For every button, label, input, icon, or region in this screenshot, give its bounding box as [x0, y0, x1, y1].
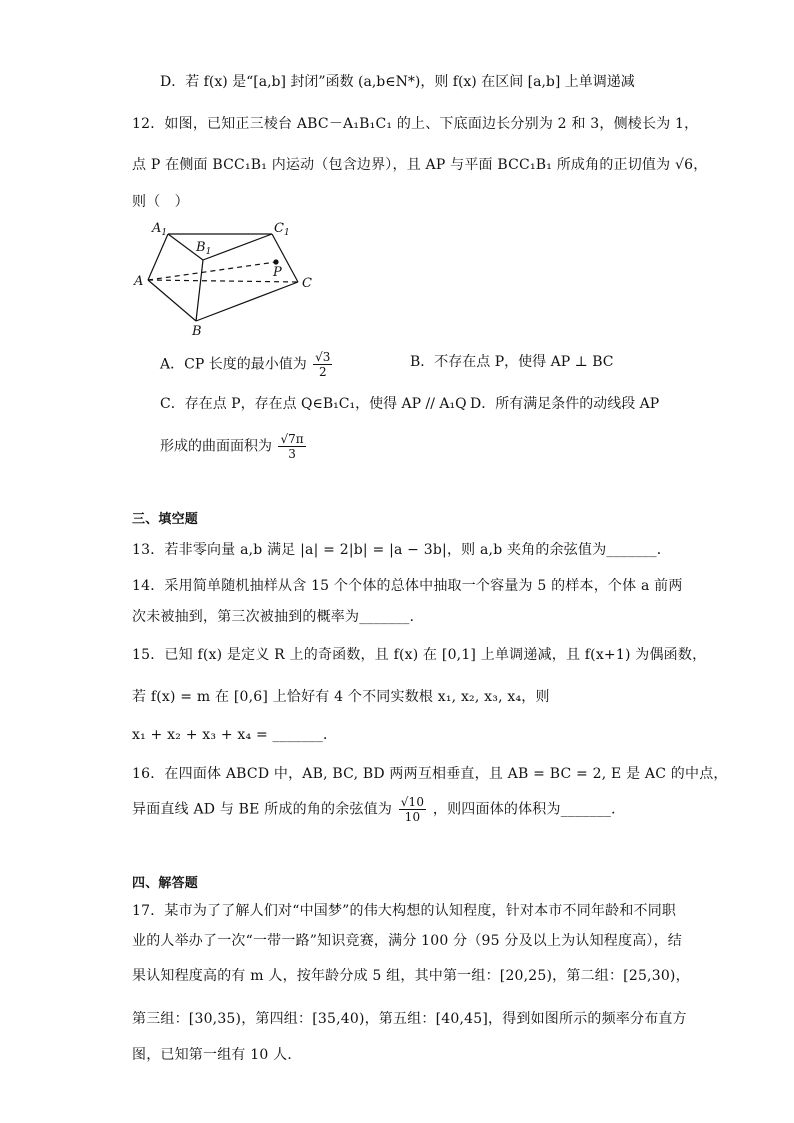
- label-a1: $A_1$: [152, 221, 168, 238]
- q12-option-a-fraction: [313, 350, 332, 379]
- q11-option-d: D．若 f(x) 是“[a,b] 封闭”函数 (a,b∈N*)，则 f(x) 在区间 [a,b] 上单调递减: [160, 74, 635, 90]
- q15-stem-line1: 15．已知 f(x) 是定义 R 上的奇函数，且 f(x) 在 [0,1] 上单调递减，且 f(x+1) 为偶函数，: [132, 647, 707, 663]
- edge-ac-hidden: [148, 280, 298, 282]
- label-c: C: [302, 276, 312, 291]
- q12-option-b: B．不存在点 P，使得 AP ⊥ BC: [410, 354, 614, 370]
- q12-option-d-text: 形成的曲面面积为: [160, 438, 272, 455]
- q16-stem-line2: [132, 795, 625, 824]
- section-heading-fill-in: 三、填空题: [132, 512, 199, 527]
- section-heading-solve: 四、解答题: [132, 876, 199, 891]
- fraction-numerator: √10: [400, 795, 425, 809]
- label-a: A: [134, 274, 144, 289]
- frustum-figure: [130, 218, 330, 338]
- fraction-denominator: 10: [404, 810, 421, 824]
- fraction-numerator: √7π: [280, 432, 304, 446]
- q15-stem-line2: 若 f(x) = m 在 [0,6] 上恰好有 4 个不同实数根 x₁, x₂, x₃, x₄，则: [132, 689, 550, 705]
- segment-ap: [148, 262, 276, 280]
- label-b: B: [192, 324, 202, 338]
- q16-fraction: [399, 795, 427, 824]
- q16-line2-suffix: ，则四面体的体积为_______．: [432, 801, 626, 818]
- q15-stem-line3: x₁ + x₂ + x₃ + x₄ = _______．: [132, 727, 338, 743]
- q12-stem-line3: 则（ ）: [132, 194, 189, 210]
- q17-stem-line2: 业的人举办了一次“一带一路”知识竞赛，满分 100 分（95 分及以上为认知程度高），结: [132, 933, 682, 949]
- q12-stem-line1: 12．如图，已知正三棱台 ABC－A₁B₁C₁ 的上、下底面边长分别为 2 和 3，侧棱长为 1，: [132, 116, 699, 132]
- q14-stem-line1: 14．采用简单随机抽样从含 15 个个体的总体中抽取一个容量为 5 的样本，个体 a 前两: [132, 578, 683, 594]
- edge-ab: [148, 280, 196, 321]
- label-b1: $B_1$: [196, 240, 212, 257]
- fraction-denominator: 3: [288, 447, 296, 461]
- edge-bc: [196, 282, 298, 321]
- label-c1: $C_1$: [274, 221, 290, 238]
- label-p: P: [273, 265, 282, 280]
- q12-option-d-cont: [160, 432, 308, 461]
- edge-b1c1: [203, 234, 272, 260]
- q16-stem-line1: 16．在四面体 ABCD 中，AB, BC, BD 两两互相垂直，且 AB = BC = 2, E 是 AC 的中点，: [132, 766, 728, 782]
- q17-stem-line4: 第三组：[30,35)，第四组：[35,40)，第五组：[40,45]，得到如图所示的频率分布直方: [132, 1011, 687, 1027]
- q17-stem-line3: 果认知程度高的有 m 人，按年龄分成 5 组，其中第一组：[20,25)，第二组：[25,30)，: [132, 968, 690, 984]
- fraction-denominator: 2: [318, 365, 327, 379]
- q12-option-c: C．存在点 P，存在点 Q∈B₁C₁，使得 AP // A₁Q: [160, 396, 467, 412]
- fraction-numerator: √3: [315, 350, 331, 364]
- q12-option-a-text: A．CP 长度的最小值为: [160, 356, 307, 373]
- edge-aa1: [148, 234, 168, 280]
- q12-stem-line2: 点 P 在侧面 BCC₁B₁ 内运动（包含边界），且 AP 与平面 BCC₁B₁ 所成角的正切值为 √6，: [132, 157, 708, 173]
- point-p-dot: [273, 259, 278, 264]
- q17-stem-line5: 图，已知第一组有 10 人．: [132, 1047, 302, 1063]
- q12-option-d-fraction: [278, 432, 305, 461]
- q14-stem-line2: 次未被抽到，第三次被抽到的概率为_______．: [132, 609, 424, 625]
- q12-option-a: [160, 350, 334, 379]
- q17-stem-line1: 17．某市为了了解人们对“中国梦”的伟大构想的认知程度，针对本市不同年龄和不同职: [132, 903, 677, 919]
- q13-stem: 13．若非零向量 a,b 满足 |a| = 2|b| = |a − 3b|，则 a,b 夹角的余弦值为_______．: [132, 542, 672, 558]
- q16-line2-text: 异面直线 AD 与 BE 所成的角的余弦值为: [132, 801, 393, 818]
- q12-option-d: D．所有满足条件的动线段 AP: [470, 396, 660, 412]
- edge-bb1: [196, 260, 203, 321]
